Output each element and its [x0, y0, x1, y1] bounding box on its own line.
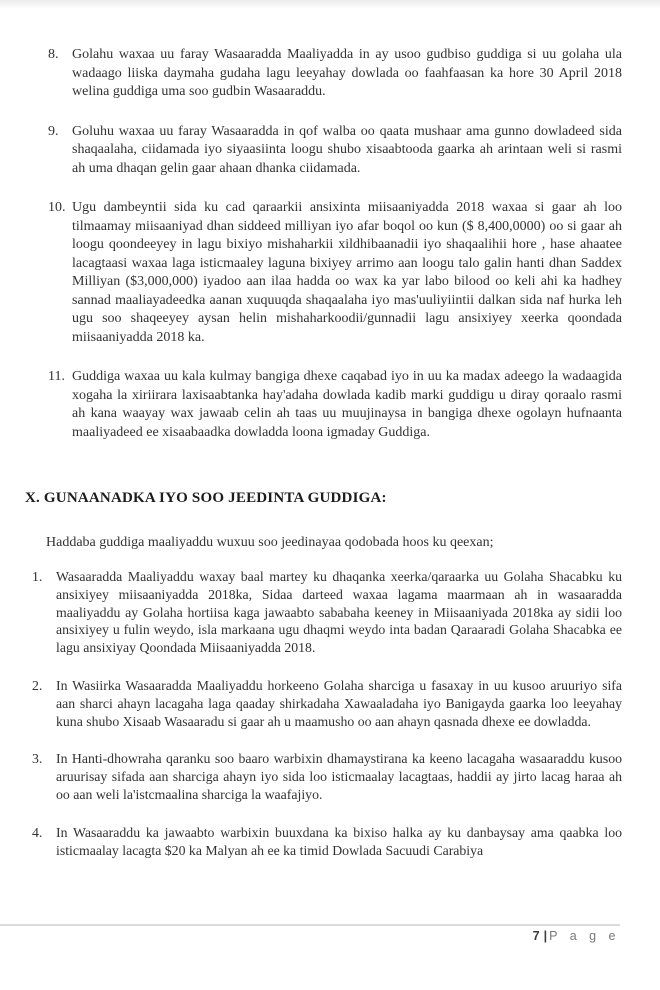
list-item-1 [32, 568, 622, 657]
item-number: 9. [48, 123, 59, 139]
list-item-4 [32, 824, 622, 860]
item-text: In Wasaaraddu ka jawaabto warbixin buuxdana ka bixiso halka ay ku danbaysay ama qaabka loo isticmaalay lacagta $20 ka Malyan ah ee ka timid Dowlada Sacuudi Carabiya [56, 824, 622, 858]
item-number: 1. [32, 569, 43, 584]
item-number: 11. [48, 369, 65, 384]
footer-divider [0, 924, 620, 926]
findings-list [48, 46, 622, 463]
item-text: Goluhu waxaa uu faray Wasaaradda in qof walba oo qaata mushaar ama gunno dowladeed sida shaqaalaha, ciidamada iyo siyaasiinta loogu shubo xisaabtooda gaarka ah arintaan weli si rasmi ah uma dhaqan gelin gaar ahaan dhanka ciidamada. [72, 123, 622, 176]
section-heading: X. GUNAANADKA IYO SOO JEEDINTA GUDDIGA: [25, 490, 387, 506]
item-number: 3. [32, 751, 43, 767]
page-number [533, 929, 620, 943]
item-text: In Wasiirka Wasaaradda Maaliyaddu horkeeno Golaha sharciga u fasaxay in uu kusoo aruuriyo sifa aan sharci ahayn lacagaha laga qaaday shirkadaha Xawaaladaha iyo Banigayda gaarka loo leeyahay kuna shubo Xisaab Wasaaradu si gaar ah u maamusho oo aan ahayn qasnada dhexe ee dowladda. [56, 677, 622, 729]
item-number: 2. [32, 677, 43, 693]
intro-paragraph: Haddaba guddiga maaliyaddu wuxuu soo jeedinayaa qodobada hoos ku qeexan; [46, 535, 494, 550]
list-item-10 [48, 199, 622, 347]
item-text: Ugu dambeyntii sida ku cad qaraarkii ansixinta miisaaniyadda 2018 waxaa si gaar ah loo tilmaamay miisaaniyad dhan siddeed milliyan iyo afar boqol oo kun ($ 8,400,0000) oo si gaar ah loogu qoondeeyey in lagu bixiyo mishaharkii xildhibaanadii iyo shaqaalihii hore , hase ahaatee lacagtaasi waxaa laga isticmaaley laguna bixiyey arrimo aan loogu talo galin hanti dhan Saddex Milliyan ($3,000,000) iyadoo aan ilaa hadda oo wax ka yar labo bilood oo keli ahi ka hadhey sannad maaliayadeedka aanan xuquuqda shaqaalaha iyo mas'uuliyiintii dalkan sida naf hurka leh ugu soo shaqeeyey aysan helin mishaharkoodii/gunnadii lagu ansixiyey xeerka qoondada miisaaniyadda 2018 ka. [72, 200, 622, 345]
item-text: In Hanti-dhowraha qaranku soo baaro warbixin dhamaystirana ka keeno lacagaha wasaaraddu kusoo aruurisay sifada aan sharciga ahayn iyo sida loo isticmaalay lacagtaas, haddii ay jirto lacag haraa ah oo aan weli la'istcmaalina sharciga la waafajiyo. [56, 751, 622, 802]
item-number: 4. [32, 824, 43, 840]
list-item-3 [32, 750, 622, 803]
page-number-value: 7 [532, 929, 541, 943]
list-item-9 [48, 123, 622, 179]
page-word: P a g e [549, 929, 620, 943]
item-text: Wasaaradda Maaliyaddu waxay baal martey ku dhaqanka xeerka/qaraarka uu Golaha Shacabku ku ansixiyey miisaaniyadda 2018ka, Sidaa darteed waxaa lagama maarmaan ah in wasaaradda maaliyaddu ay Golaha hortiisa kaga jawaabto sababaha keeney in Miisaaniyada 2018ka ay sidii loo ansixiyey u fulin weydo, isla markaana ugu dhaqmi weydo inta badan Qaraaradi Golaha Shacabka ee lagu ansixiyay Qoondada Miisaaniyadda 2018. [56, 569, 622, 656]
list-item-8 [48, 46, 622, 102]
item-number: 8. [48, 47, 59, 62]
item-text: Golahu waxaa uu faray Wasaaradda Maaliyadda in ay usoo gudbiso guddiga si uu golaha ula wadaago liiska daymaha gudaha lagu leeyahay dowlada oo faahfaasan ka hore 30 April 2018 welina guddiga uma soo gudbin Wasaaraddu. [72, 47, 622, 99]
item-number: 10. [48, 200, 66, 215]
recommendations-list [32, 568, 622, 879]
page-number-separator: | [543, 929, 548, 943]
item-text: Guddiga waxaa uu kala kulmay bangiga dhexe caqabad iyo in uu ka madax adeego la wadaagida xogaha la xiriirara laxisaabtanka hay'adaha dowlada kadib marki guddigu u diray qoraalo rasmi ah kana waayay wax jawaab celin ah taas uu muujinaysa in bangiga dhexe ogolayn hufnaanta maaliyadeed ee xisaabaadka dowladda loona igmaday Guddiga. [72, 369, 622, 440]
list-item-11 [48, 368, 622, 442]
list-item-2 [32, 677, 622, 730]
